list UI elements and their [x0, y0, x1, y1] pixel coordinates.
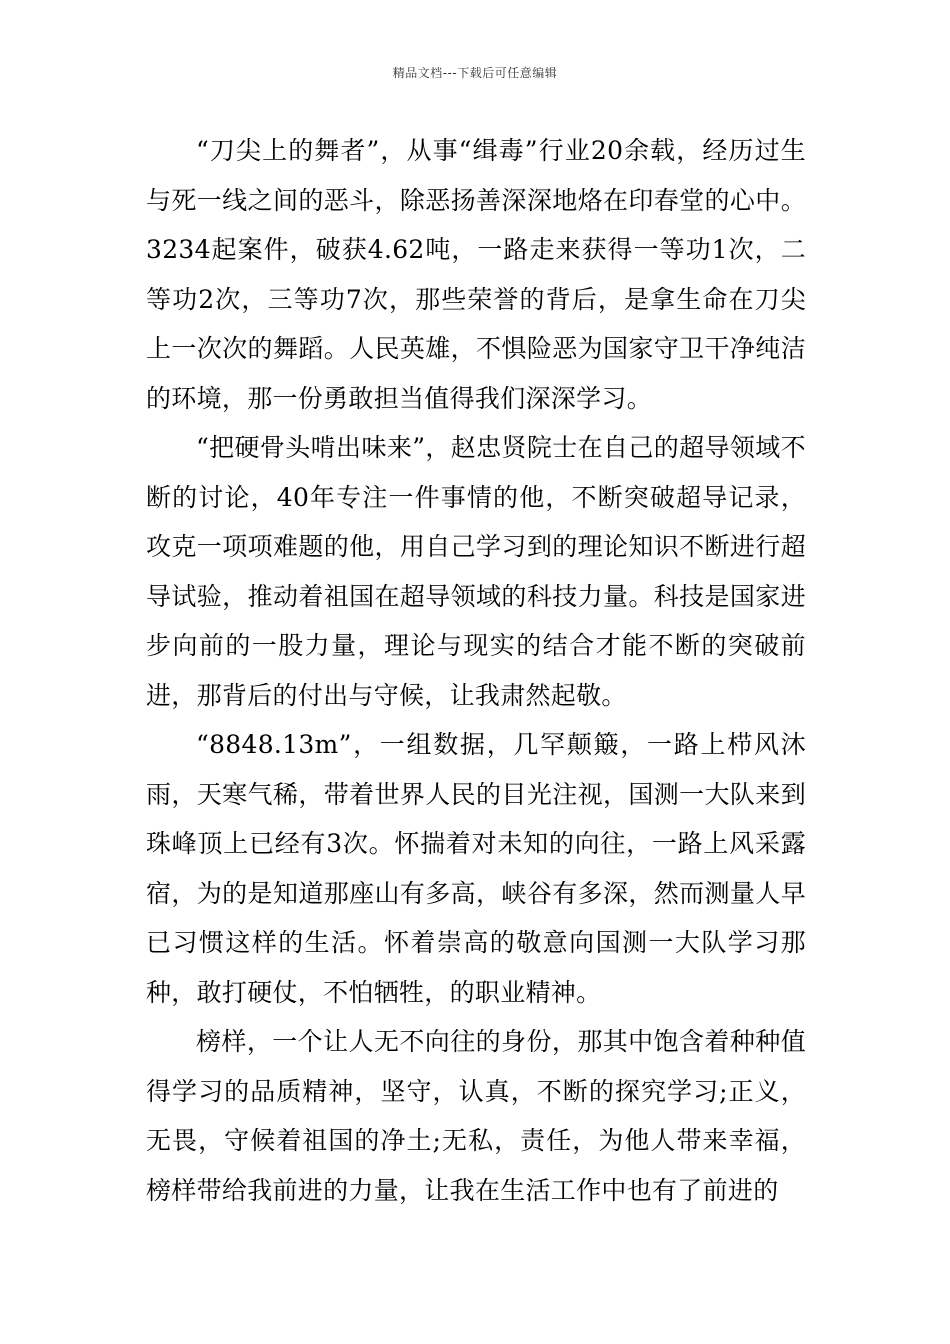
document-body: [146, 126, 806, 1215]
page-header: 精品文档---下载后可任意编辑: [392, 66, 558, 80]
paragraph-1: “刀尖上的舞者”，从事“缉毒”行业20余载，经历过生与死一线之间的恶斗，除恶扬善深深地烙在印春堂的心中。3234起案件，破获4.62吨，一路走来获得一等功1次，二等功2次，三等功7次，那些荣誉的背后，是拿生命在刀尖上一次次的舞蹈。人民英雄，不惧险恶为国家守卫干净纯洁的环境，那一份勇敢担当值得我们深深学习。: [146, 136, 806, 413]
paragraph-4: 榜样，一个让人无不向往的身份，那其中饱含着种种值得学习的品质精神，坚守，认真，不断的探究学习;正义，无畏，守候着祖国的净土;无私，责任，为他人带来幸福，榜样带给我前进的力量，让我在生活工作中也有了前进的: [146, 1027, 806, 1205]
paragraph-2: “把硬骨头啃出味来”，赵忠贤院士在自己的超导领域不断的讨论，40年专注一件事情的他，不断突破超导记录，攻克一项项难题的他，用自己学习到的理论知识不断进行超导试验，推动着祖国在超导领域的科技力量。科技是国家进步向前的一股力量，理论与现实的结合才能不断的突破前进，那背后的付出与守候，让我肃然起敬。: [146, 433, 806, 710]
paragraph-3: “8848.13m”，一组数据，几罕颠簸，一路上栉风沐雨，天寒气稀，带着世界人民的目光注视，国测一大队来到珠峰顶上已经有3次。怀揣着对未知的向往，一路上风采露宿，为的是知道那座山有多高，峡谷有多深，然而测量人早已习惯这样的生活。怀着崇高的敬意向国测一大队学习那种，敢打硬仗，不怕牺牲，的职业精神。: [146, 730, 806, 1007]
